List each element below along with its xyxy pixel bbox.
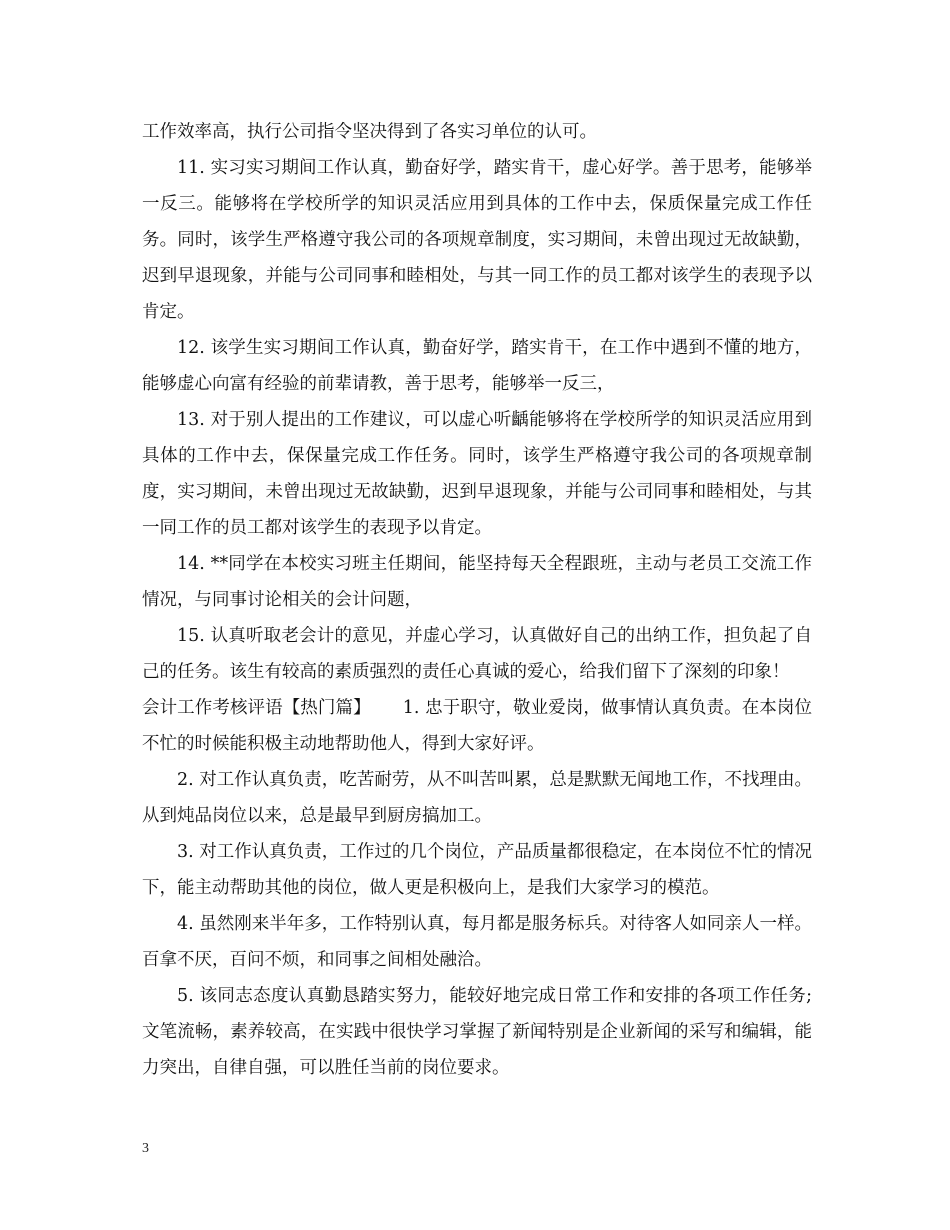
paragraph-item-4: 4. 虽然刚来半年多，工作特别认真，每月都是服务标兵。对待客人如同亲人一样。百拿不厌，百问不烦，和同事之间相处融洽。 [142, 914, 812, 970]
paragraph-continuation: 工作效率高，执行公司指令坚决得到了各实习单位的认可。 [142, 122, 597, 142]
section-heading-with-item-1: 会计工作考核评语【热门篇】 1. 忠于职守，敬业爱岗，做事情认真负责。在本岗位不忙的时候能积极主动地帮助他人，得到大家好评。 [142, 698, 812, 754]
paragraph-item-13: 13. 对于别人提出的工作建议，可以虚心听齲能够将在学校所学的知识灵活应用到具体的工作中去，保保量完成工作任务。同时，该学生严格遵守我公司的各项规章制度，实习期间，未曾出现过无故缺勤，迟到早退现象，并能与公司同事和睦相处，与其一同工作的员工都对该学生的表现予以肯定。 [142, 410, 812, 538]
paragraph-item-12: 12. 该学生实习期间工作认真，勤奋好学，踏实肯干，在工作中遇到不懂的地方，能够虚心向富有经验的前辈请教，善于思考，能够举一反三， [142, 338, 812, 394]
paragraph-item-11: 11. 实习实习期间工作认真，勤奋好学，踏实肯干，虚心好学。善于思考，能够举一反三。能够将在学校所学的知识灵活应用到具体的工作中去，保质保量完成工作任务。同时，该学生严格遵守我公司的各项规章制度，实习期间，未曾出现过无故缺勤，迟到早退现象，并能与公司同事和睦相处，与其一同工作的员工都对该学生的表现予以肯定。 [142, 158, 812, 322]
paragraph-item-5: 5. 该同志态度认真勤恳踏实努力，能较好地完成日常工作和安排的各项工作任务;文笔流畅，素养较高，在实践中很快学习掌握了新闻特别是企业新闻的采写和编辑，能力突出，自律自强，可以胜任当前的岗位要求。 [142, 986, 812, 1078]
paragraph-item-3: 3. 对工作认真负责，工作过的几个岗位，产品质量都很稳定，在本岗位不忙的情况下，能主动帮助其他的岗位，做人更是积极向上，是我们大家学习的模范。 [142, 842, 812, 898]
paragraph-item-14: 14. **同学在本校实习班主任期间，能坚持每天全程跟班，主动与老员工交流工作情况，与同事讨论相关的会计问题， [142, 554, 812, 610]
paragraph-item-2: 2. 对工作认真负责，吃苦耐劳，从不叫苦叫累，总是默默无闻地工作，不找理由。从到炖品岗位以来，总是最早到厨房搞加工。 [142, 770, 812, 826]
paragraph-item-15: 15. 认真听取老会计的意见，并虚心学习，认真做好自己的出纳工作，担负起了自己的任务。该生有较高的素质强烈的责任心真诚的爱心，给我们留下了深刻的印象！ [142, 626, 812, 682]
page-number: 3 [142, 1141, 149, 1156]
document-body [142, 114, 812, 1086]
